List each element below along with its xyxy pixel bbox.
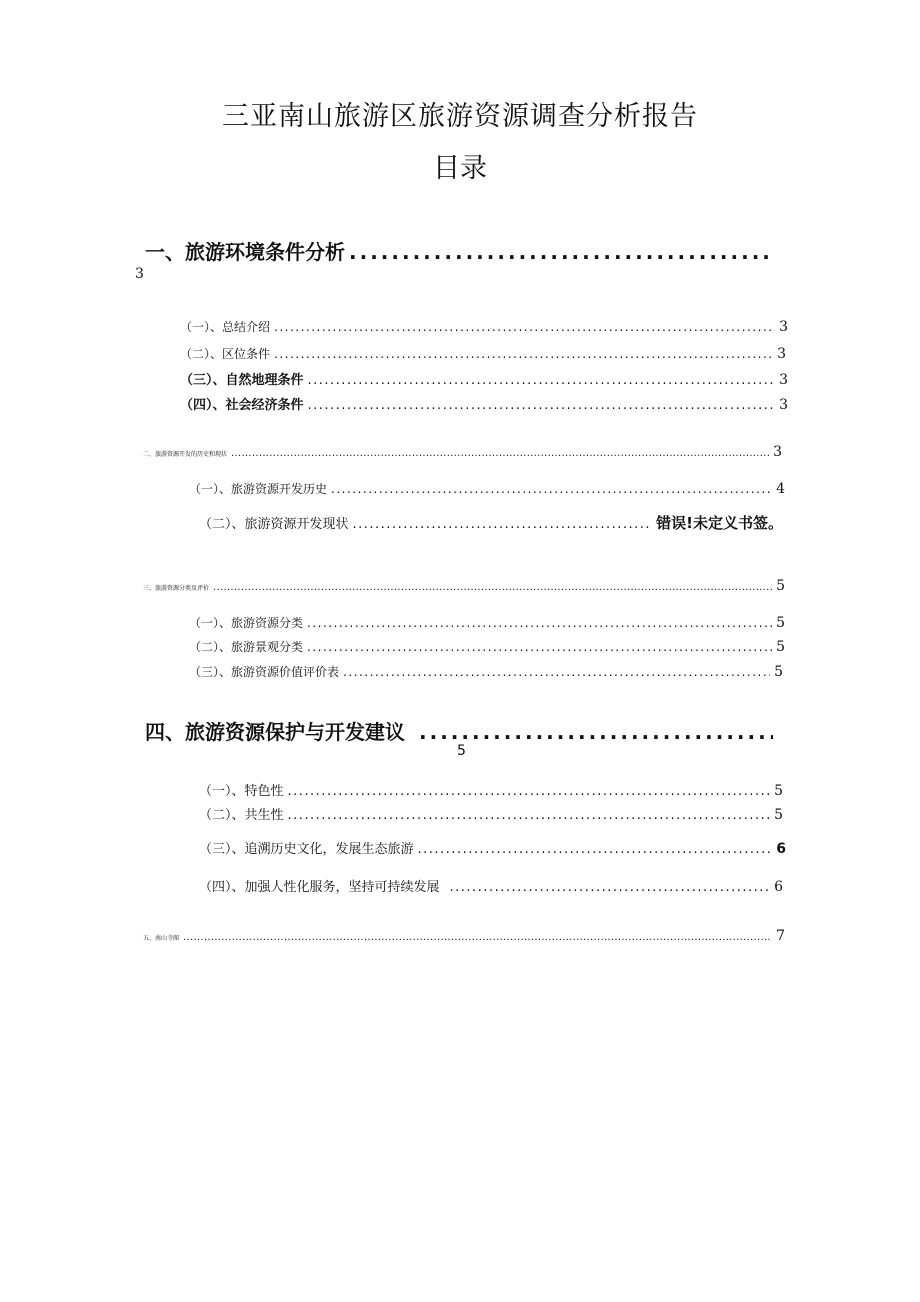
toc-leader-dots (288, 808, 771, 823)
toc-leader-dots (307, 616, 772, 630)
toc-entry-label: 二、旅游资源开发的历史和现状 (143, 451, 228, 458)
toc-entry-page: 5 (776, 578, 785, 594)
toc-entry-page: 5 (774, 664, 783, 680)
toc-entry-label: （二）、共生性 (199, 808, 284, 823)
toc-entry-label: 三、旅游资源分类及评价 (143, 585, 210, 592)
toc-entry-page: 6 (774, 879, 783, 895)
toc-entry-1-2[interactable] (180, 345, 786, 362)
toc-entry-label: （三）、自然地理条件 (180, 373, 304, 388)
toc-entry-section-3[interactable] (143, 578, 785, 594)
document-title: 三亚南山旅游区旅游资源调查分析报告 (222, 101, 698, 132)
toc-leader-dots (331, 482, 772, 496)
toc-entry-4-2[interactable] (199, 804, 783, 823)
toc-entry-1-4[interactable] (180, 394, 788, 413)
toc-leader-dots (418, 842, 773, 857)
toc-entry-1-3[interactable] (180, 369, 788, 388)
toc-entry-label: （三）、追溯历史文化，发展生态旅游 (199, 842, 414, 857)
toc-entry-page: 6 (776, 841, 786, 857)
toc-entry-3-2[interactable] (189, 638, 785, 655)
toc-entry-label: 四、旅游资源保护与开发建议 (145, 720, 405, 744)
toc-entry-label: （三）、旅游资源价值评价表 (189, 665, 340, 679)
toc-entry-page: 7 (776, 928, 785, 944)
toc-entry-page: 5 (774, 783, 783, 799)
toc-heading: 目录 (433, 153, 487, 184)
toc-leader-dots (274, 320, 775, 334)
toc-entry-page: 5 (457, 743, 466, 759)
toc-entry-1-1[interactable] (180, 318, 788, 335)
toc-entry-section-5[interactable] (143, 928, 785, 944)
toc-entry-4-4[interactable] (199, 876, 783, 895)
toc-entry-page: 3 (779, 372, 788, 388)
toc-entry-page: 5 (776, 639, 785, 655)
toc-entry-label: （四）、加强人性化服务，坚持可持续发展 (199, 880, 440, 895)
toc-entry-page: 3 (135, 266, 144, 282)
toc-entry-2-2[interactable] (199, 512, 783, 533)
toc-leader-dots (307, 640, 772, 654)
toc-leader-dots (183, 932, 772, 943)
toc-entry-label: （一）、总结介绍 (180, 320, 271, 334)
toc-entry-label: （一）、旅游资源开发历史 (189, 482, 328, 496)
toc-leader-dots (450, 880, 771, 895)
toc-leader-dots (353, 517, 653, 532)
toc-entry-page: 3 (779, 319, 788, 335)
toc-entry-4-1[interactable] (199, 780, 783, 799)
toc-entry-label: 一、旅游环境条件分析 (145, 240, 345, 264)
toc-entry-label: （一）、特色性 (199, 784, 284, 799)
toc-entry-page: 3 (773, 444, 782, 460)
toc-entry-page: 5 (776, 615, 785, 631)
toc-entry-label: 五、南山寺图 (143, 935, 180, 942)
toc-entry-label: （二）、区位条件 (180, 347, 271, 361)
toc-leader-dots (343, 665, 770, 679)
toc-entry-section-1[interactable] (145, 236, 775, 265)
toc-entry-label: （四）、社会经济条件 (180, 398, 304, 413)
toc-entry-page: 3 (779, 397, 788, 413)
toc-leader-dots (274, 347, 773, 361)
toc-entry-2-1[interactable] (189, 480, 785, 497)
toc-leader-dots (213, 582, 772, 593)
toc-leader-dots (288, 784, 771, 799)
toc-entry-section-4[interactable] (145, 716, 777, 745)
toc-entry-page: 4 (776, 481, 785, 497)
toc-entry-section-2[interactable] (143, 444, 782, 460)
toc-leader-dots (231, 448, 769, 459)
toc-leader-dots (308, 398, 776, 413)
toc-entry-label: （二）、旅游景观分类 (189, 640, 304, 654)
toc-leader-dots (308, 373, 776, 388)
toc-entry-label: （二）、旅游资源开发现状 (199, 517, 349, 532)
toc-entry-4-3[interactable] (199, 838, 786, 857)
toc-entry-3-3[interactable] (189, 663, 783, 680)
toc-entry-label: （一）、旅游资源分类 (189, 616, 304, 630)
toc-entry-page-error: 错误!未定义书签。 (656, 514, 783, 532)
toc-leader-dots (349, 240, 771, 264)
toc-leader-dots (419, 720, 773, 744)
toc-entry-3-1[interactable] (189, 614, 785, 631)
toc-entry-page: 5 (774, 807, 783, 823)
toc-entry-page: 3 (777, 346, 786, 362)
